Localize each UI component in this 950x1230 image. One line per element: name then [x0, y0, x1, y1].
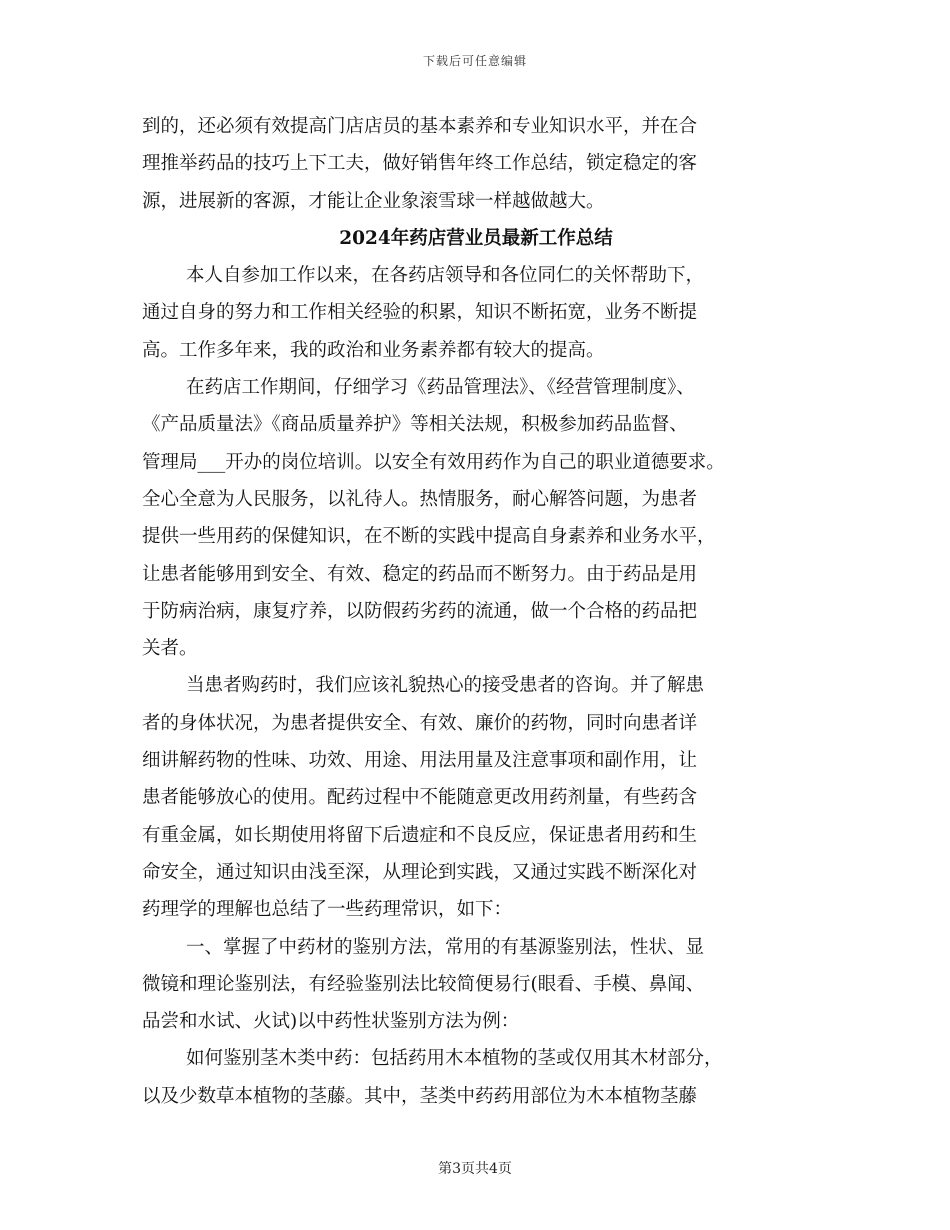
body-line: 命安全，通过知识由浅至深，从理论到实践，又通过实践不断深化对: [142, 861, 698, 883]
paragraph: [142, 1040, 810, 1115]
body-line: 管理局___开办的岗位培训。以安全有效用药作为自己的职业道德要求。: [142, 451, 725, 473]
body-line: 一、掌握了中药材的鉴别方法，常用的有基源鉴别法，性状、显: [186, 936, 705, 958]
paragraph: [142, 257, 810, 369]
body-line: 细讲解药物的性味、功效、用途、用法用量及注意事项和副作用，让: [142, 750, 698, 772]
body-line: 源，进展新的客源，才能让企业象滚雪球一样越做越大。: [142, 190, 605, 212]
body-line: 关者。: [142, 638, 198, 660]
paragraph: [142, 369, 810, 667]
body-line: 在药店工作期间，仔细学习《药品管理法》、《经营管理制度》、: [186, 377, 695, 399]
body-line: 到的，还必须有效提高门店店员的基本素养和专业知识水平，并在合: [142, 116, 698, 137]
body-line: 如何鉴别茎木类中药：包括药用木本植物的茎或仅用其木材部分，: [186, 1048, 723, 1070]
header-note: 下载后可任意编辑: [422, 54, 527, 68]
body-line: 微镜和理论鉴别法，有经验鉴别法比较简便易行(眼看、手模、鼻闻、: [142, 973, 705, 995]
body-line: 《产品质量法》《商品质量养护》等相关法规，积极参加药品监督、: [142, 414, 688, 436]
body-line: 品尝和水试、火试)以中药性状鉴别方法为例：: [142, 1011, 520, 1033]
document-title: 2024年药店营业员最新工作总结: [339, 227, 613, 249]
body-line: 以及少数草本植物的茎藤。其中，茎类中药药用部位为木本植物茎藤: [142, 1085, 698, 1107]
body-line: 者的身体状况，为患者提供安全、有效、廉价的药物，同时向患者详: [142, 712, 698, 734]
paragraph: [142, 929, 810, 1041]
body-line: 患者能够放心的使用。配药过程中不能随意更改用药剂量，有些药含: [142, 787, 698, 809]
body-line: 通过自身的努力和工作相关经验的积累，知识不断拓宽，业务不断提: [142, 302, 698, 324]
body-line: 高。工作多年来，我的政治和业务素养都有较大的提高。: [142, 339, 605, 361]
document-body: [142, 108, 810, 1115]
body-line: 于防病治病，康复疗养，以防假药劣药的流通，做一个合格的药品把: [142, 600, 698, 622]
body-line: 全心全意为人民服务，以礼待人。热情服务，耐心解答问题，为患者: [142, 488, 698, 510]
body-line: 当患者购药时，我们应该礼貌热心的接受患者的咨询。并了解患: [186, 675, 705, 697]
paragraph: [142, 667, 810, 928]
body-line: 本人自参加工作以来，在各药店领导和各位同仁的关怀帮助下，: [186, 265, 705, 287]
body-line: 药理学的理解也总结了一些药理常识，如下：: [142, 899, 513, 921]
body-line: 提供一些用药的保健知识，在不断的实践中提高自身素养和业务水平，: [142, 526, 716, 548]
page-footer: 第3页共4页: [438, 1161, 512, 1177]
body-line: 让患者能够用到安全、有效、稳定的药品而不断努力。由于药品是用: [142, 563, 698, 585]
body-line: 理推举药品的技巧上下工夫，做好销售年终工作总结，锁定稳定的客: [142, 153, 698, 175]
body-line: 有重金属，如长期使用将留下后遗症和不良反应，保证患者用药和生: [142, 824, 698, 846]
